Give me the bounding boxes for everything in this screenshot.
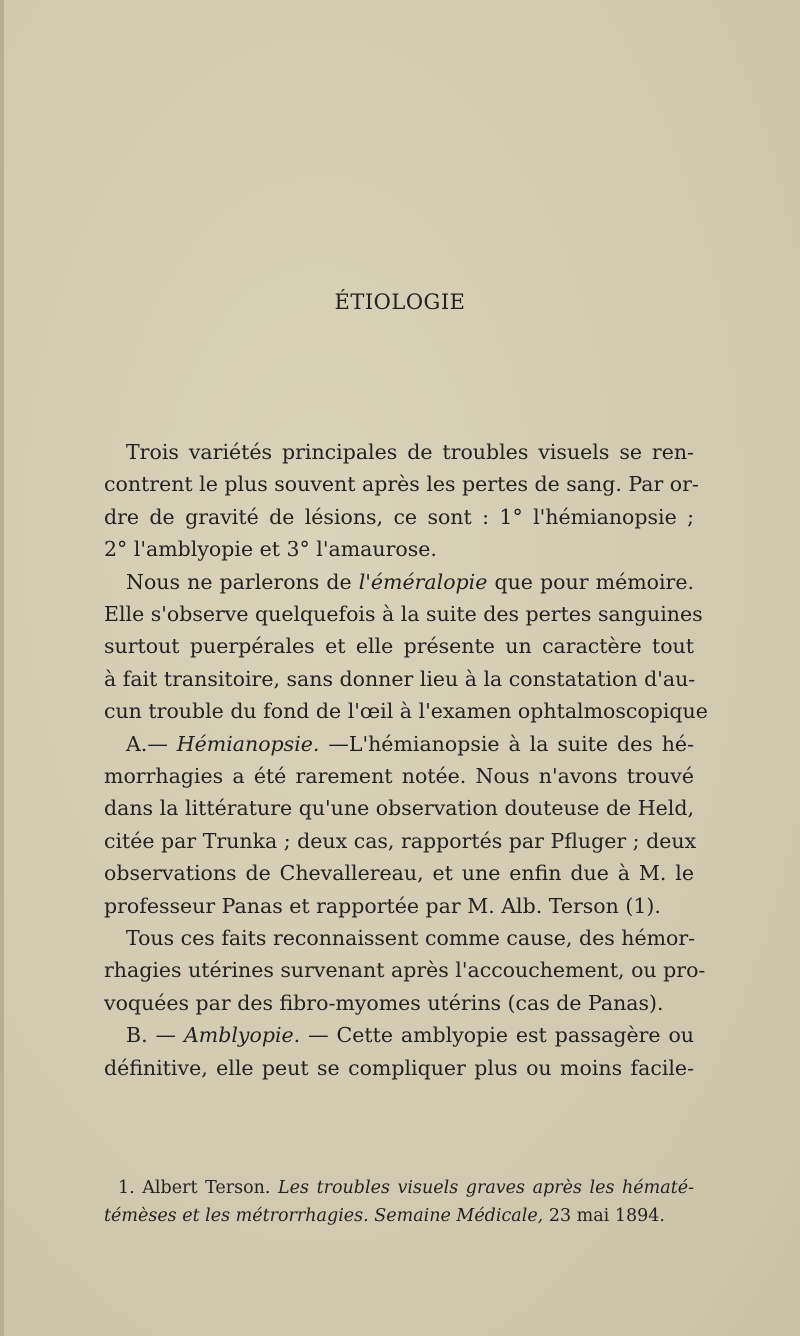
text-line: définitive, elle peut se compliquer plus ou moins facile- [104, 1055, 694, 1080]
text-line: citée par Trunka ; deux cas, rapportés par Pfluger ; deux [104, 828, 697, 853]
italic-term: l'éméralopie [358, 569, 488, 594]
text-line: surtout puerpérales et elle présente un caractère tout [104, 634, 694, 659]
text-line [126, 1019, 694, 1051]
italic-term: Hémianopsie. [176, 731, 320, 756]
line-text: —L'hémianopsie à la suite des hé- [319, 731, 694, 756]
italic-term: Amblyopie. [183, 1023, 301, 1048]
text-line: voquées par des fibro-myomes utérins (cas de Panas). [104, 990, 664, 1015]
text-line: cun trouble du fond de l'œil à l'examen ophtalmoscopique [104, 699, 708, 724]
footnote-italic: Les troubles visuels graves après les hématé- [278, 1178, 694, 1198]
text-line: rhagies utérines survenant après l'accouchement, ou pro- [104, 958, 706, 983]
text-line: morrhagies a été rarement notée. Nous n'avons trouvé [104, 764, 694, 788]
chapter-heading: ÉTIOLOGIE [334, 290, 466, 314]
text-line: contrent le plus souvent après les pertes de sang. Par or- [104, 472, 699, 497]
footnote-line [118, 1174, 694, 1202]
page-edge [0, 0, 4, 1336]
text-line: 2° l'amblyopie et 3° l'amaurose. [104, 537, 437, 562]
footnote-text: 23 mai 1894. [543, 1206, 665, 1226]
text-line: professeur Panas et rapportée par M. Alb. Terson (1). [104, 893, 661, 918]
line-text: que pour mémoire. [487, 569, 694, 594]
footnote-italic: témèses et les métrorrhagies. Semaine Médicale, [104, 1206, 544, 1226]
text-line: Trois variétés principales de troubles visuels se ren- [126, 440, 694, 464]
text-line: à fait transitoire, sans donner lieu à la constatation d'au- [104, 666, 696, 691]
text-line: observations de Chevallereau, et une enfin due à M. le [104, 861, 694, 886]
line-text: A.— [126, 731, 177, 756]
footnote-line [104, 1202, 694, 1230]
text-line: dre de gravité de lésions, ce sont : 1° l'hémianopsie ; [104, 504, 694, 529]
text-line: dans la littérature qu'une observation douteuse de Held, [104, 796, 694, 821]
line-text: B. — [126, 1023, 184, 1048]
text-line [126, 566, 694, 598]
text-line: Tous ces faits reconnaissent comme cause, des hémor- [126, 926, 696, 950]
line-text: — Cette amblyopie est passagère ou [300, 1023, 695, 1048]
text-line [126, 728, 694, 760]
line-text: Nous ne parlerons de [126, 569, 359, 594]
footnote-text: 1. Albert Terson. [118, 1178, 279, 1198]
text-line: Elle s'observe quelquefois à la suite des pertes sanguines [104, 602, 703, 626]
